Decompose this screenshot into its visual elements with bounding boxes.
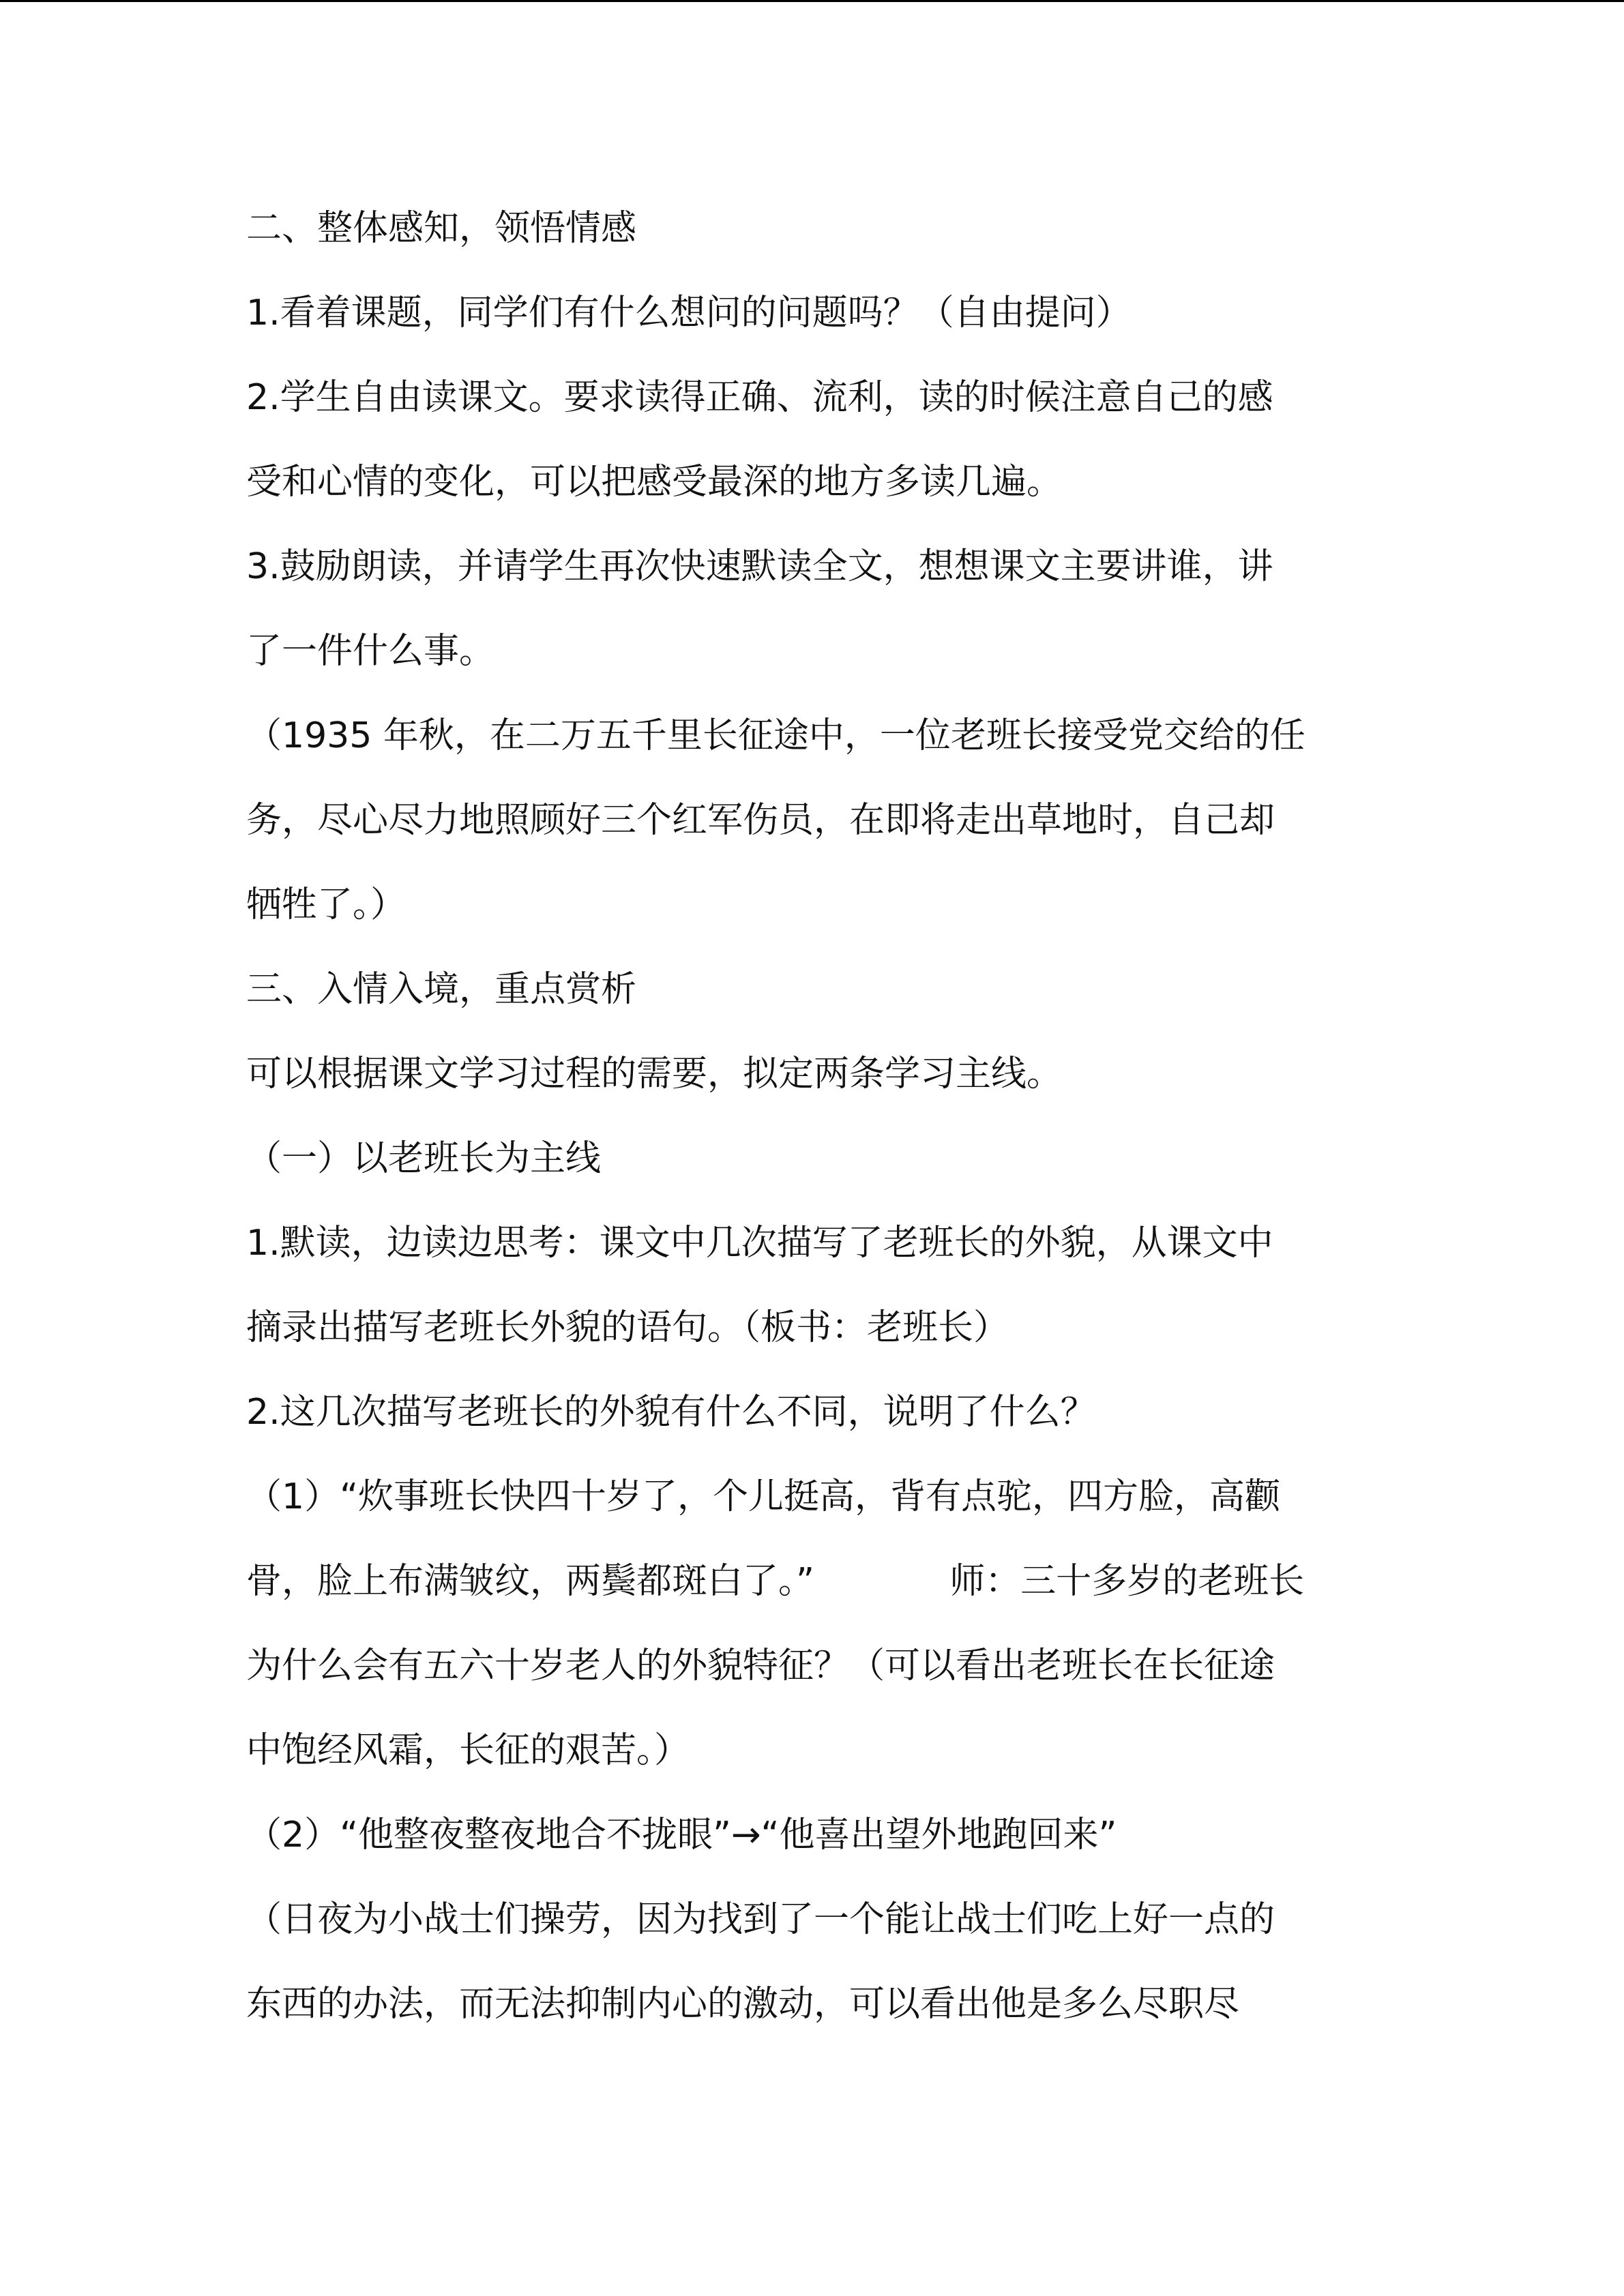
paragraph-line: 中饱经风霜，长征的艰苦。）: [246, 1730, 690, 1771]
subsection-heading: （一）以老班长为主线: [246, 1138, 602, 1179]
paragraph-line: 务，尽心尽力地照顾好三个红军伤员，在即将走出草地时，自己却: [246, 800, 1275, 841]
paragraph-line: 可以根据课文学习过程的需要，拟定两条学习主线。: [246, 1054, 1063, 1094]
paragraph-line: （1）“炊事班长快四十岁了，个儿挺高，背有点驼，四方脸，高颧: [246, 1476, 1281, 1517]
section-heading: 二、整体感知，领悟情感: [246, 208, 637, 249]
section-heading: 三、入情入境，重点赏析: [246, 969, 637, 1010]
paragraph-line: 受和心情的变化，可以把感受最深的地方多读几遍。: [246, 462, 1063, 503]
paragraph-line: 3.鼓励朗读，并请学生再次快速默读全文，想想课文主要讲谁，讲: [246, 546, 1273, 587]
paragraph-line: 为什么会有五六十岁老人的外貌特征？（可以看出老班长在长征途: [246, 1645, 1275, 1686]
paragraph-line: 骨，脸上布满皱纹，两鬓都斑白了。” 师：三十多岁的老班长: [246, 1561, 1305, 1602]
document-body: [246, 186, 1392, 2046]
paragraph-line: 东西的办法，而无法抑制内心的激动，可以看出他是多么尽职尽: [246, 1984, 1240, 2025]
paragraph-line: 了一件什么事。: [246, 631, 495, 672]
paragraph-line: 1.看着课题，同学们有什么想问的问题吗？（自由提问）: [246, 293, 1132, 333]
paragraph-line: 2.这几次描写老班长的外貌有什么不同，说明了什么？: [246, 1392, 1096, 1433]
paragraph-line: （2）“他整夜整夜地合不拢眼”→“他喜出望外地跑回来”: [246, 1815, 1117, 1855]
paragraph-line: 1.默读，边读边思考：课文中几次描写了老班长的外貌，从课文中: [246, 1223, 1273, 1264]
paragraph-line: 牺牲了。）: [246, 884, 407, 925]
paragraph-line: （1935 年秋，在二万五千里长征途中，一位老班长接受党交给的任: [246, 715, 1305, 756]
paragraph-line: 摘录出描写老班长外貌的语句。（板书：老班长）: [246, 1307, 1009, 1348]
paragraph-line: （日夜为小战士们操劳，因为找到了一个能让战士们吃上好一点的: [246, 1899, 1275, 1940]
paragraph-line: 2.学生自由读课文。要求读得正确、流利，读的时候注意自己的感: [246, 377, 1273, 418]
